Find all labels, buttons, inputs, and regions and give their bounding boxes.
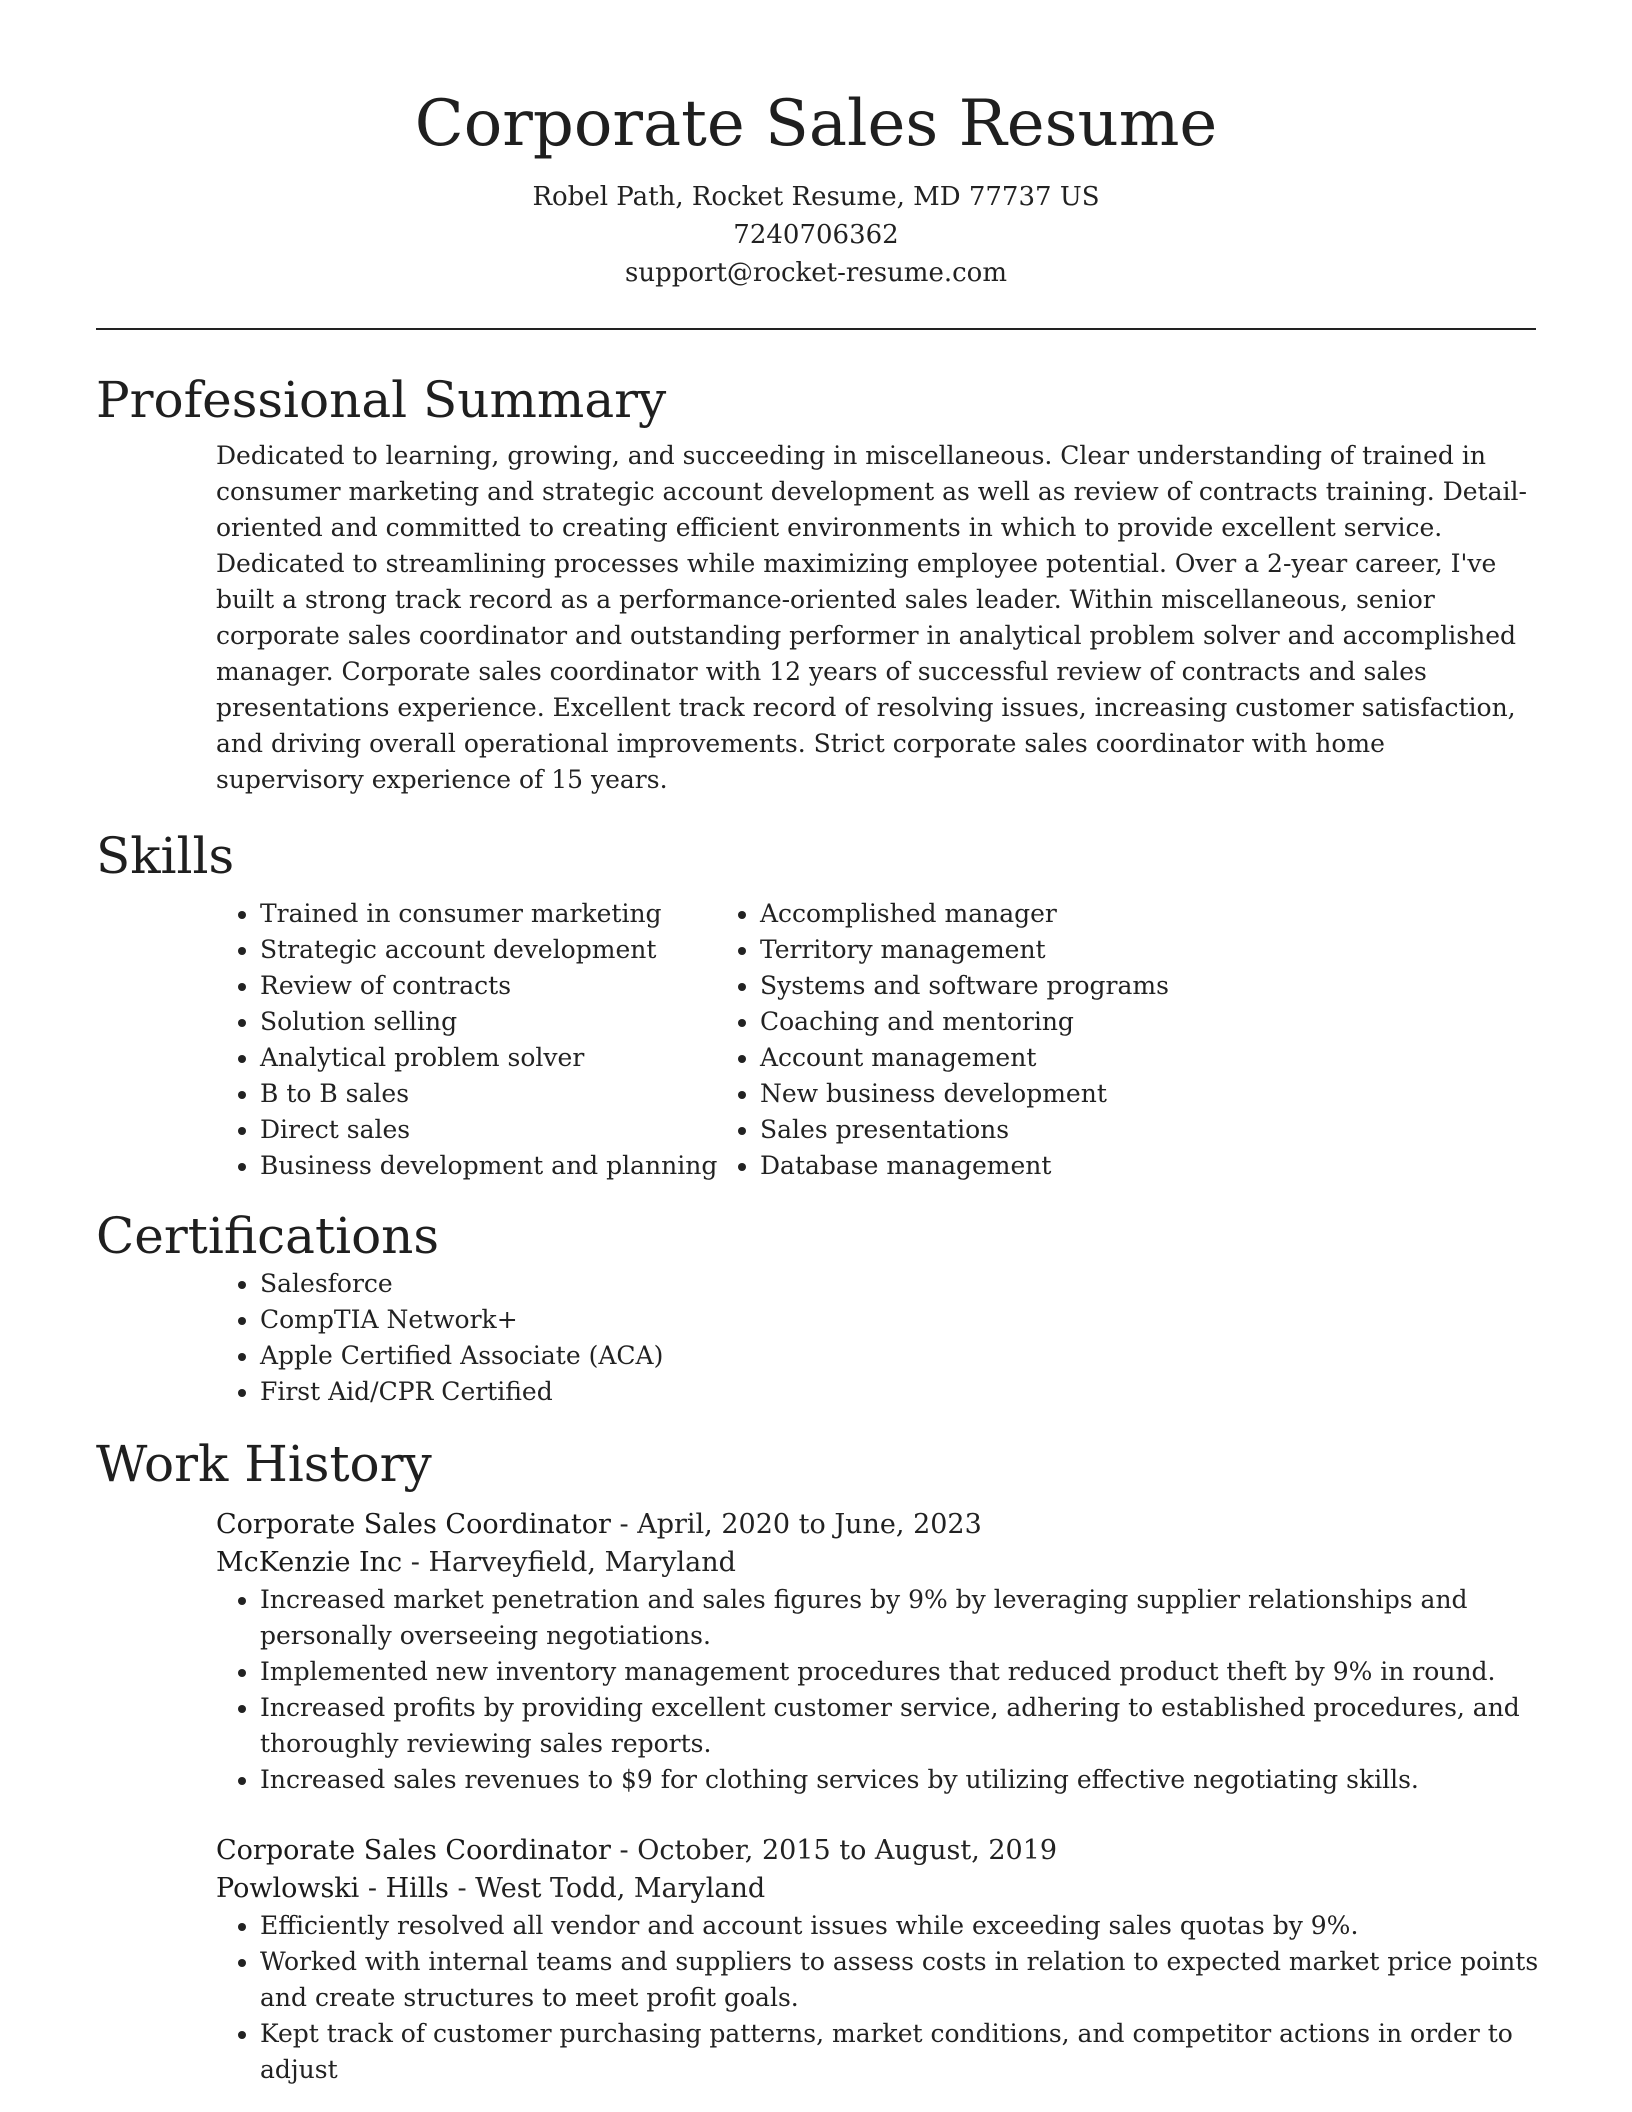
skill-item: • Trained in consumer marketing (260, 896, 746, 932)
certification-item: • Salesforce (260, 1266, 1536, 1302)
job-bullet-list (216, 1582, 1540, 1798)
skill-item: • Review of contracts (260, 968, 746, 1004)
resume-header (96, 0, 1536, 292)
skills-section (96, 826, 1536, 1184)
certifications-list (96, 1266, 1536, 1410)
job-dates: - October, 2015 to August, 2019 (610, 1835, 1058, 1866)
job-bullet: • Increased profits by providing excellent customer service, adhering to established procedures, and thoroughly reviewing sales reports. (260, 1690, 1540, 1762)
skills-list-right (760, 896, 1169, 1184)
skills-heading: Skills (96, 827, 235, 885)
certifications-section (96, 1206, 1536, 1410)
job-location: - Harveyfield, Maryland (402, 1547, 736, 1578)
contact-email: support@rocket-resume.com (624, 258, 1007, 288)
job-bullet: • Implemented new inventory management procedures that reduced product theft by 9% in round. (260, 1654, 1540, 1690)
job-bullet: • Increased market penetration and sales figures by 9% by leveraging supplier relationships and personally overseeing negotiations. (260, 1582, 1540, 1654)
skill-item: • Direct sales (260, 1112, 746, 1148)
job-entry (216, 1832, 1539, 2088)
job-company: Powlowski - Hills (216, 1873, 449, 1904)
certification-item: • Apple Certified Associate (ACA) (260, 1338, 1536, 1374)
job-company: McKenzie Inc (216, 1547, 403, 1578)
job-title: Corporate Sales Coordinator (216, 1835, 611, 1866)
job-dates: - April, 2020 to June, 2023 (610, 1509, 982, 1540)
skill-item: • Strategic account development (260, 932, 746, 968)
work-history-heading: Work History (96, 1435, 432, 1493)
job-bullet: • Kept track of customer purchasing patterns, market conditions, and competitor actions in order to adjust (260, 2016, 1540, 2088)
skill-item: • New business development (760, 1076, 1169, 1112)
header-divider (96, 328, 1536, 330)
certification-item: • First Aid/CPR Certified (260, 1374, 1536, 1410)
skill-item: • Coaching and mentoring (760, 1004, 1169, 1040)
job-bullet: • Increased sales revenues to $9 for clothing services by utilizing effective negotiating skills. (260, 1762, 1540, 1798)
job-title-line (216, 1506, 1536, 1544)
skill-item: • Account management (760, 1040, 1169, 1076)
summary-section (96, 370, 1536, 798)
skill-item: • Systems and software programs (760, 968, 1169, 1004)
skills-column-left (96, 896, 746, 1184)
job-bullet-list (216, 1908, 1540, 2088)
job-location: - West Todd, Maryland (448, 1873, 766, 1904)
skill-item: • Sales presentations (760, 1112, 1169, 1148)
skill-item: • Analytical problem solver (260, 1040, 746, 1076)
work-history-section (96, 1434, 1539, 2088)
summary-text: Dedicated to learning, growing, and succeeding in miscellaneous. Clear understanding of trained in consumer marketing and strategic account development as well as review of contracts training. Detail-oriented and committed to creating efficient environments in which to provide excellent service. Dedicated to streamlining processes while maximizing employee potential. Over a 2-year career, I've built a strong track record as a performance-oriented sales leader. Within miscellaneous, senior corporate sales coordinator and outstanding performer in analytical problem solver and accomplished manager. Corporate sales coordinator with 12 years of successful review of contracts and sales presentations experience. Excellent track record of resolving issues, increasing customer satisfaction, and driving overall operational improvements. Strict corporate sales coordinator with home supervisory experience of 15 years. (216, 441, 1527, 794)
contact-block (96, 178, 1536, 292)
certifications-heading: Certifications (96, 1207, 440, 1265)
job-bullet: • Efficiently resolved all vendor and account issues while exceeding sales quotas by 9%. (260, 1908, 1540, 1944)
skill-item: • B to B sales (260, 1076, 746, 1112)
resume-page (96, 0, 1539, 2088)
certification-item: • CompTIA Network+ (260, 1302, 1536, 1338)
skills-columns (96, 896, 1536, 1184)
skill-item: • Accomplished manager (760, 896, 1169, 932)
job-title: Corporate Sales Coordinator (216, 1509, 611, 1540)
contact-phone: 7240706362 (733, 220, 899, 250)
skill-item: • Territory management (760, 932, 1169, 968)
job-company-line (216, 1870, 1536, 1908)
skill-item: • Database management (760, 1148, 1169, 1184)
job-bullet: • Worked with internal teams and suppliers to assess costs in relation to expected market price points and create structures to meet profit goals. (260, 1944, 1540, 2016)
skill-item: • Solution selling (260, 1004, 746, 1040)
skills-column-right (746, 896, 1169, 1184)
skill-item: • Business development and planning (260, 1148, 746, 1184)
job-title-line (216, 1832, 1536, 1870)
skills-list-left (96, 896, 746, 1184)
resume-title: Corporate Sales Resume (414, 87, 1218, 161)
contact-address: Robel Path, Rocket Resume, MD 77737 US (532, 182, 1100, 212)
job-entry (216, 1506, 1536, 1798)
job-company-line (216, 1544, 1536, 1582)
summary-heading: Professional Summary (96, 371, 667, 429)
